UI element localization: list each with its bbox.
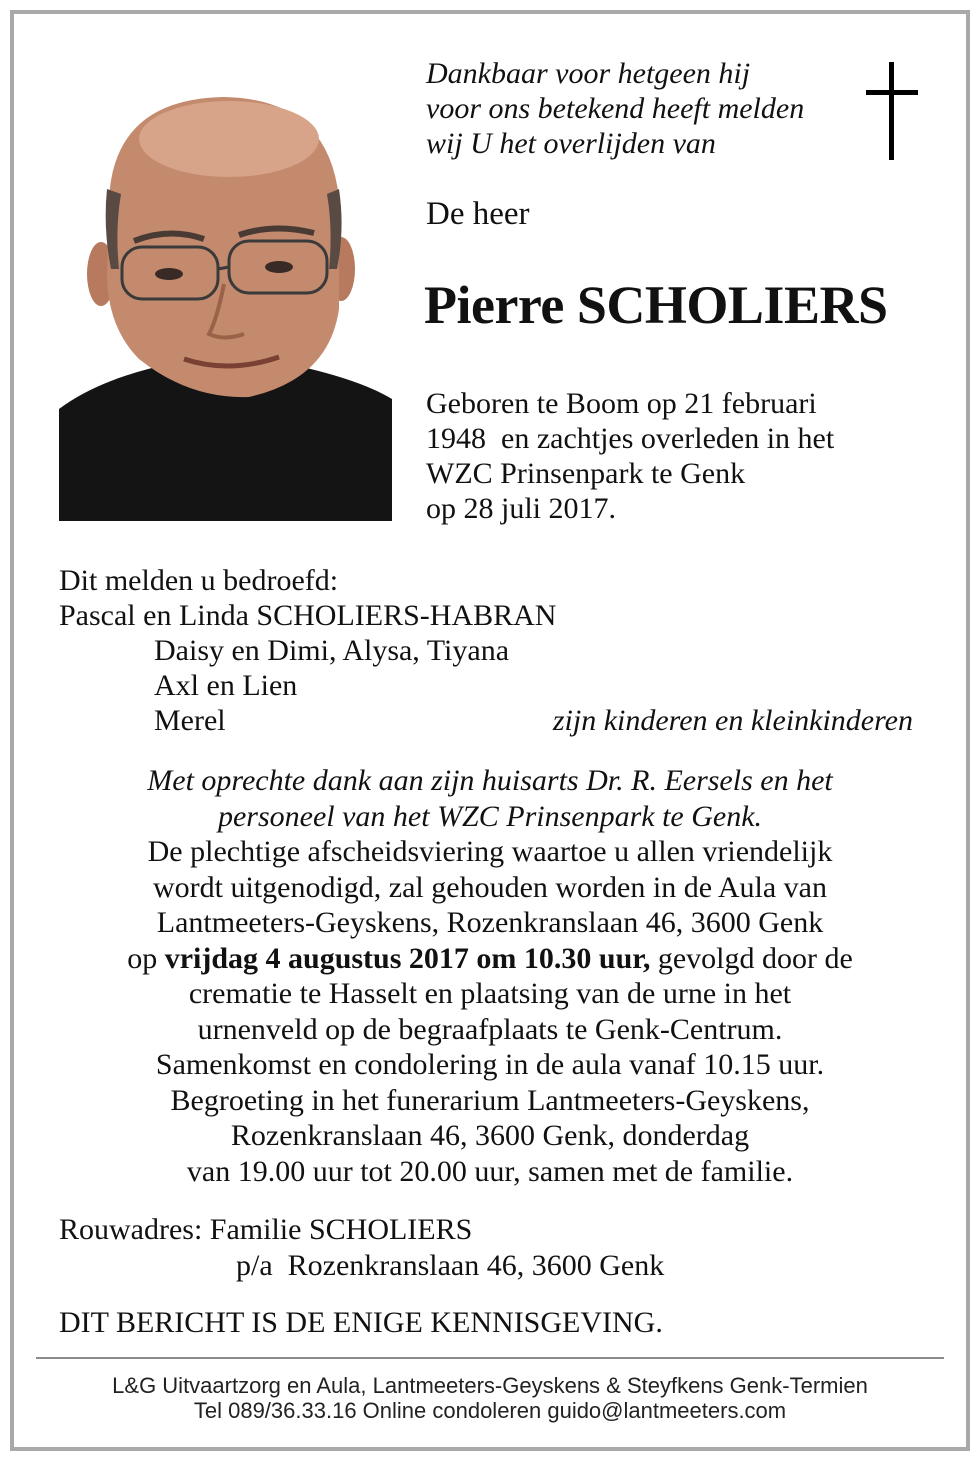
mourning-address-line: p/a Rozenkranslaan 46, 3600 Genk [236, 1249, 665, 1282]
mourning-address [59, 1212, 664, 1284]
family-child: Daisy en Dimi, Alysa, Tiyana [154, 634, 510, 667]
honorific: De heer [426, 196, 530, 232]
service-line: Lantmeeters-Geyskens, Rozenkranslaan 46, 3600 Genk [156, 906, 824, 939]
service-line-date [40, 941, 940, 977]
family-child: Axl en Lien [154, 669, 298, 702]
footer-line: L&G Uitvaartzorg en Aula, Lantmeeters-Geyskens & Steyfkens Genk-Termien [112, 1373, 868, 1398]
deceased-name: Pierre SCHOLIERS [424, 275, 888, 335]
service-date-prefix: op [127, 941, 165, 975]
service-line: crematie te Hasselt en plaatsing van de urne in het [188, 977, 792, 1010]
intro-line: voor ons betekend heeft melden [426, 92, 805, 125]
service-line: wordt uitgenodigd, zal gehouden worden in de Aula van [152, 870, 827, 904]
service-date: vrijdag 4 augustus 2017 om 10.30 uur, [164, 941, 651, 975]
birth-line: 1948 en zachtjes overleden in het [426, 422, 835, 455]
service-line: De plechtige afscheidsviering waartoe u allen vriendelijk [147, 835, 833, 868]
notice-text: DIT BERICHT IS DE ENIGE KENNISGEVING. [59, 1306, 663, 1339]
thanks-line: personeel van het WZC Prinsenpark te Genk. [217, 799, 763, 833]
birth-line: Geboren te Boom op 21 februari [426, 387, 817, 420]
cross-icon [862, 62, 922, 162]
service-line: Begroeting in het funerarium Lantmeeters-Geyskens, [170, 1083, 810, 1117]
thanks-text [40, 763, 940, 834]
service-date-suffix: gevolgd door de [650, 941, 853, 975]
birth-line: WZC Prinsenpark te Genk [426, 457, 746, 490]
thanks-line: Met oprechte dank aan zijn huisarts Dr. R. Eersels en het [147, 764, 833, 797]
service-line: Rozenkranslaan 46, 3600 Genk, donderdag [230, 1119, 750, 1152]
intro-line: Dankbaar voor hetgeen hij [426, 57, 751, 90]
family-last-row [59, 703, 919, 738]
family-heading: Dit melden u bedroefd: [59, 564, 339, 597]
footer-divider [36, 1357, 944, 1359]
family-child: Merel [154, 704, 226, 737]
footer [0, 1373, 980, 1423]
birth-line: op 28 juli 2017. [426, 492, 617, 525]
intro-text [426, 56, 804, 161]
service-line: urnenveld op de begraafplaats te Genk-Centrum. [197, 1012, 783, 1046]
service-details [40, 834, 940, 1189]
service-line: Samenkomst en condolering in de aula vanaf 10.15 uur. [155, 1048, 825, 1081]
portrait-photo [59, 79, 392, 521]
family-section [59, 563, 919, 738]
birth-death-details [426, 386, 834, 526]
intro-line: wij U het overlijden van [426, 127, 716, 160]
footer-line: Tel 089/36.33.16 Online condoleren guido@lantmeeters.com [193, 1398, 787, 1423]
family-parents: Pascal en Linda SCHOLIERS-HABRAN [59, 599, 557, 632]
family-caption: zijn kinderen en kleinkinderen [552, 704, 913, 737]
service-line: van 19.00 uur tot 20.00 uur, samen met de familie. [186, 1154, 794, 1188]
mourning-address-line: Rouwadres: Familie SCHOLIERS [59, 1213, 473, 1246]
